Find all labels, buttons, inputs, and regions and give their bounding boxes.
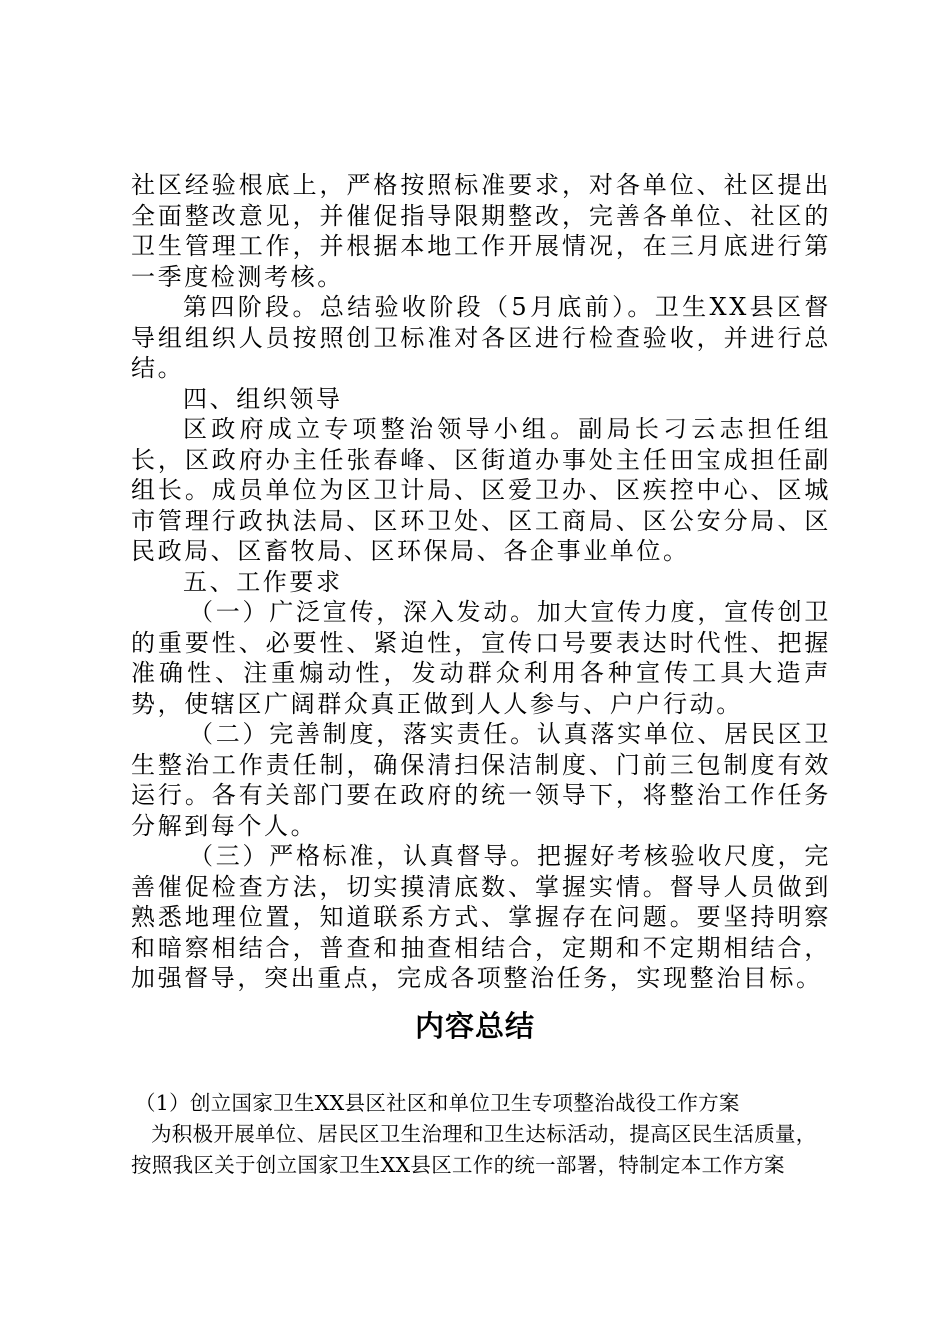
summary-title: 内容总结 (414, 1009, 535, 1043)
section-heading-organization: 四、组织领导 (183, 384, 343, 413)
summary-item-heading: （1）创立国家卫生XX县区社区和单位卫生专项整治战役工作方案 (135, 1091, 740, 1115)
paragraph-stage-four: 第四阶段。总结验收阶段（5月底前）。卫生XX县区督导组组织人员按照创卫标准对各区进行检查验收，并进行总结。 (131, 293, 831, 382)
paragraph-requirement-1: （一）广泛宣传，深入发动。加大宣传力度，宣传创卫的重要性、必要性、紧迫性，宣传口号要表达时代性、把握准确性、注重煽动性，发动群众利用各种宣传工具大造声势，使辖区广阔群众真正做到人人参与、户户行动。 (131, 598, 831, 718)
summary-section (131, 1088, 831, 1181)
paragraph-leadership-group: 区政府成立专项整治领导小组。副局长刁云志担任组长，区政府办主任张春峰、区街道办事处主任田宝成担任副组长。成员单位为区卫计局、区爱卫办、区疾控中心、区城市管理行政执法局、区环卫处、区工商局、区公安分局、区民政局、区畜牧局、区环保局、各企事业单位。 (131, 415, 831, 565)
paragraph-requirement-3: （三）严格标准，认真督导。把握好考核验收尺度，完善催促检查方法，切实摸清底数、掌握实情。督导人员做到熟悉地理位置，知道联系方式、掌握存在问题。要坚持明察和暗察相结合，普查和抽查相结合，定期和不定期相结合，加强督导，突出重点，完成各项整治任务，实现整治目标。 (131, 842, 831, 992)
document-body (131, 170, 831, 994)
paragraph-requirement-2: （二）完善制度，落实责任。认真落实单位、居民区卫生整治工作责任制，确保清扫保洁制度、门前三包制度有效运行。各有关部门要在政府的统一领导下，将整治工作任务分解到每个人。 (131, 720, 831, 840)
summary-item-text: 为积极开展单位、居民区卫生治理和卫生达标活动，提高区民生活质量，按照我区关于创立国家卫生XX县区工作的统一部署，特制定本工作方案 (131, 1122, 817, 1177)
section-heading-requirements: 五、工作要求 (183, 567, 343, 596)
paragraph-continuation: 社区经验根底上，严格按照标准要求，对各单位、社区提出全面整改意见，并催促指导限期整改，完善各单位、社区的卫生管理工作，并根据本地工作开展情况，在三月底进行第一季度检测考核。 (131, 171, 831, 291)
